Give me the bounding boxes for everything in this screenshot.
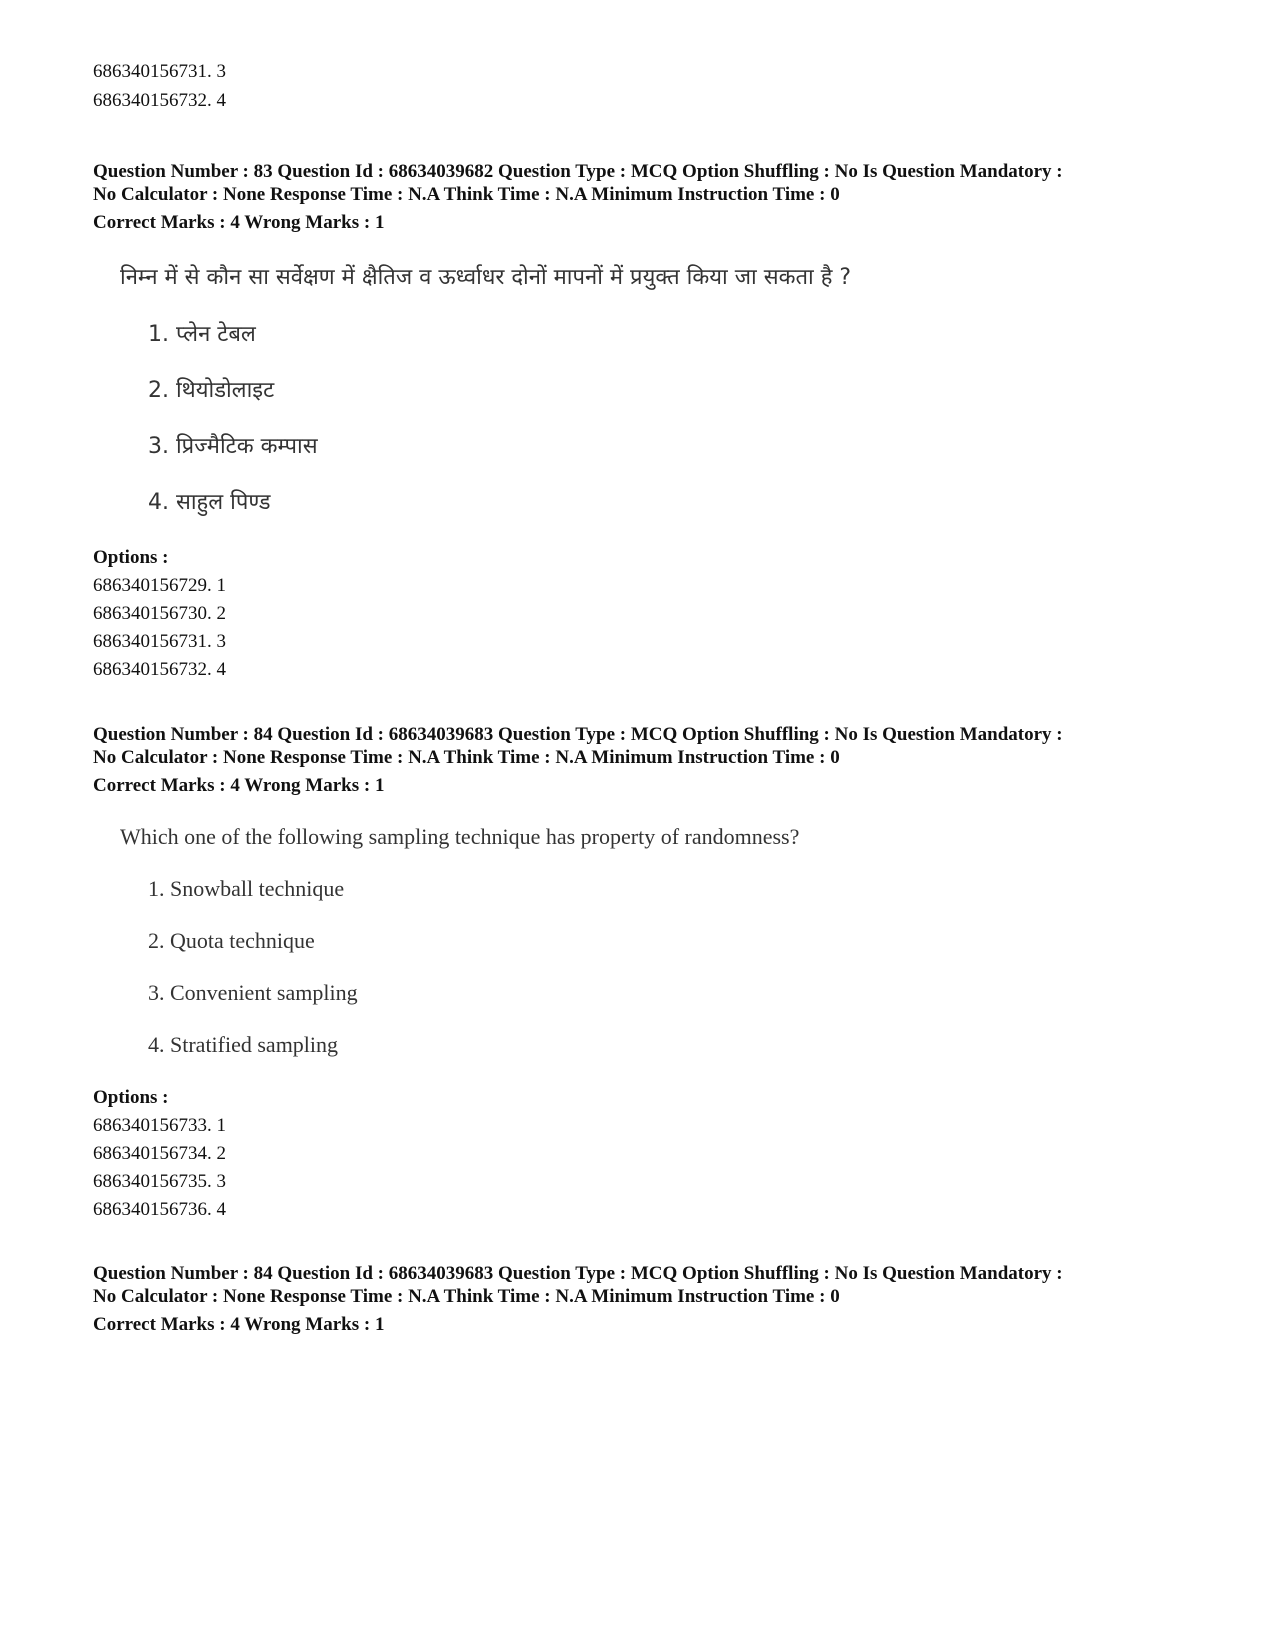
question-header-line: Question Number : 84 Question Id : 68634039683 Question Type : MCQ Option Shuffling : No Is Question Mandatory : [93,724,1063,745]
question-choice: 3. Convenient sampling [148,980,358,1005]
option-line: 686340156732. 4 [93,659,226,680]
question-header-line: Question Number : 84 Question Id : 68634039683 Question Type : MCQ Option Shuffling : No Is Question Mandatory : [93,1263,1063,1284]
question-choice: 4. Stratified sampling [148,1032,339,1057]
question-text: निम्न में से कौन सा सर्वेक्षण में क्षैतिज व ऊर्ध्वाधर दोनों मापनों में प्रयुक्त किया जा सकता है ? [120,265,852,290]
option-line: 686340156735. 3 [93,1171,226,1192]
question-choice: 3. प्रिज्मैटिक कम्पास [148,434,318,459]
question-header-line: No Calculator : None Response Time : N.A Think Time : N.A Minimum Instruction Time : 0 [93,1286,840,1307]
question-choice: 2. थियोडोलाइट [148,378,275,403]
question-choice: 4. साहुल पिण्ड [148,490,271,515]
option-line: 686340156731. 3 [93,61,226,82]
question-text: Which one of the following sampling technique has property of randomness? [120,824,800,849]
option-line: 686340156734. 2 [93,1143,226,1164]
options-label: Options : [93,1087,169,1108]
question-marks: Correct Marks : 4 Wrong Marks : 1 [93,212,385,233]
option-line: 686340156731. 3 [93,631,226,652]
option-line: 686340156736. 4 [93,1199,226,1220]
question-choice: 1. Snowball technique [148,876,345,901]
question-marks: Correct Marks : 4 Wrong Marks : 1 [93,775,385,796]
question-choice: 1. प्लेन टेबल [148,322,256,347]
question-choice: 2. Quota technique [148,928,315,953]
question-marks: Correct Marks : 4 Wrong Marks : 1 [93,1314,385,1335]
question-header-line: Question Number : 83 Question Id : 68634039682 Question Type : MCQ Option Shuffling : No Is Question Mandatory : [93,161,1063,182]
option-line: 686340156729. 1 [93,575,226,596]
option-line: 686340156730. 2 [93,603,226,624]
option-line: 686340156732. 4 [93,90,226,111]
options-label: Options : [93,547,169,568]
question-header-line: No Calculator : None Response Time : N.A Think Time : N.A Minimum Instruction Time : 0 [93,747,840,768]
option-line: 686340156733. 1 [93,1115,226,1136]
question-header-line: No Calculator : None Response Time : N.A Think Time : N.A Minimum Instruction Time : 0 [93,184,840,205]
